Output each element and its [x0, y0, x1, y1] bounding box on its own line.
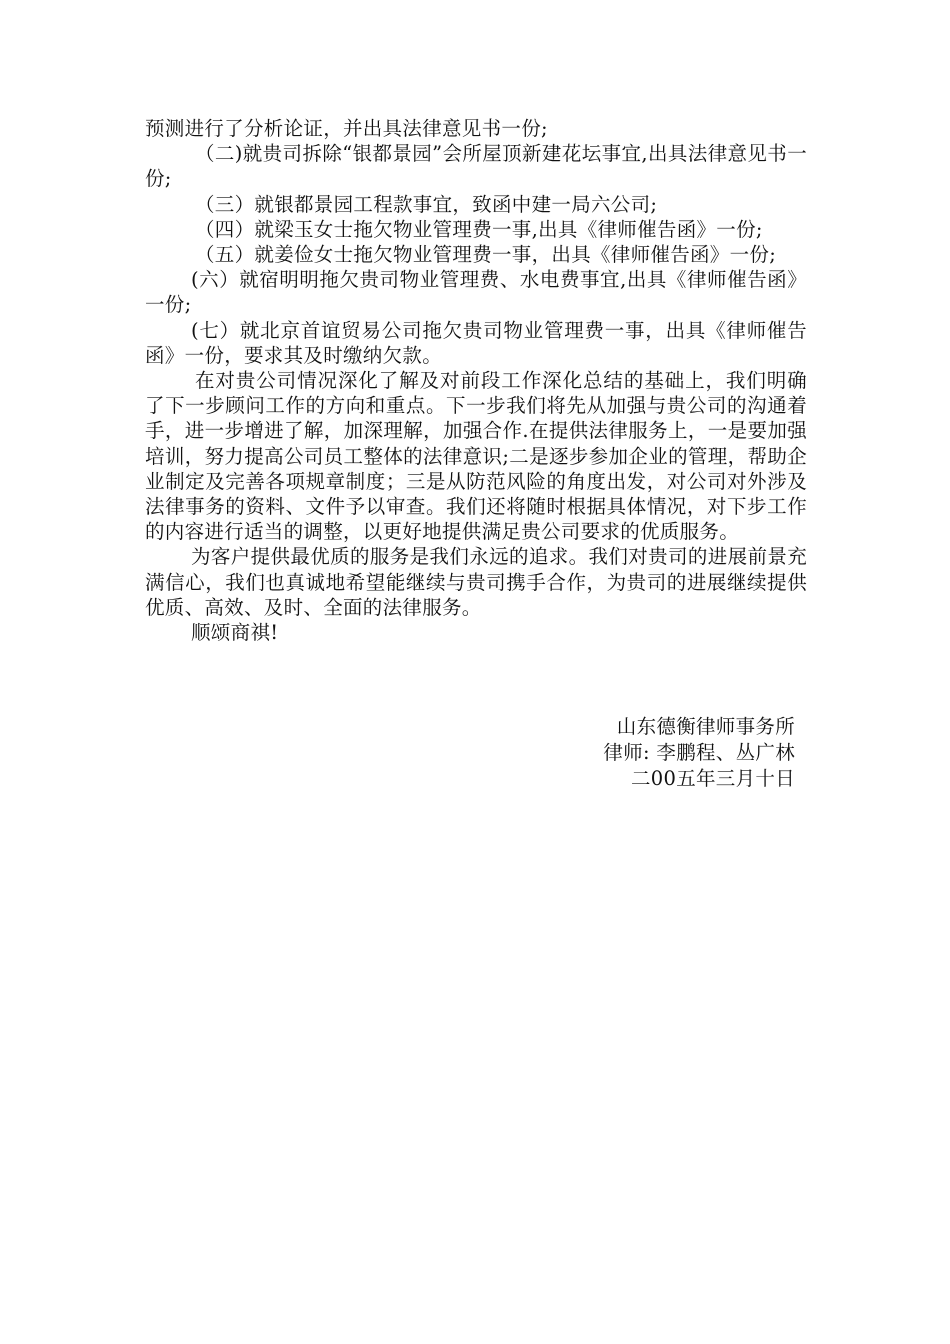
- paragraph-next-steps: 在对贵公司情况深化了解及对前段工作深化总结的基础上，我们明确了下一步顾问工作的方向和重点。下一步我们将先从加强与贵公司的沟通着手，进一步增进了解，加深理解，加强合作.在提供法律服务上，一是要加强培训，努力提高公司员工整体的法律意识;二是逐步参加企业的管理，帮助企业制定及完善各项规章制度；三是从防范风险的角度出发，对公司对外涉及法律事务的资料、文件予以审查。我们还将随时根据具体情况，对下步工作的内容进行适当的调整，以更好地提供满足贵公司要求的优质服务。: [145, 369, 807, 544]
- paragraph-item-7: (七）就北京首谊贸易公司拖欠贵司物业管理费一事，出具《律师催告函》一份，要求其及时缴纳欠款。: [145, 318, 807, 367]
- signature-block: [520, 714, 795, 792]
- paragraph-closing: 为客户提供最优质的服务是我们永远的追求。我们对贵司的进展前景充满信心，我们也真诚地希望能继续与贵司携手合作，为贵司的进展继续提供优质、高效、及时、全面的法律服务。: [145, 545, 807, 619]
- signature-date: 二00五年三月十日: [630, 767, 795, 790]
- signature-lawyers: 律师: 李鹏程、丛广林: [603, 741, 795, 764]
- paragraph-item-2: （二)就贵司拆除“银都景园”会所屋顶新建花坛事宜,出具法律意见书一份;: [145, 142, 807, 191]
- paragraph-item-6: (六）就宿明明拖欠贵司物业管理费、水电费事宜,出具《律师催告函》一份;: [145, 268, 807, 317]
- paragraph-item-3: （三）就银都景园工程款事宜，致函中建一局六公司;: [195, 192, 658, 216]
- signature-firm: 山东德衡律师事务所: [616, 715, 795, 738]
- paragraph-item-4: （四）就梁玉女士拖欠物业管理费一事,出具《律师催告函》一份;: [195, 217, 763, 241]
- paragraph-continuation: 预测进行了分析论证，并出具法律意见书一份;: [145, 117, 548, 140]
- paragraph-salutation: 顺颂商祺!: [191, 621, 279, 645]
- document-body: [145, 116, 807, 645]
- paragraph-item-5: （五）就姜俭女士拖欠物业管理费一事，出具《律师催告函》一份;: [195, 243, 777, 267]
